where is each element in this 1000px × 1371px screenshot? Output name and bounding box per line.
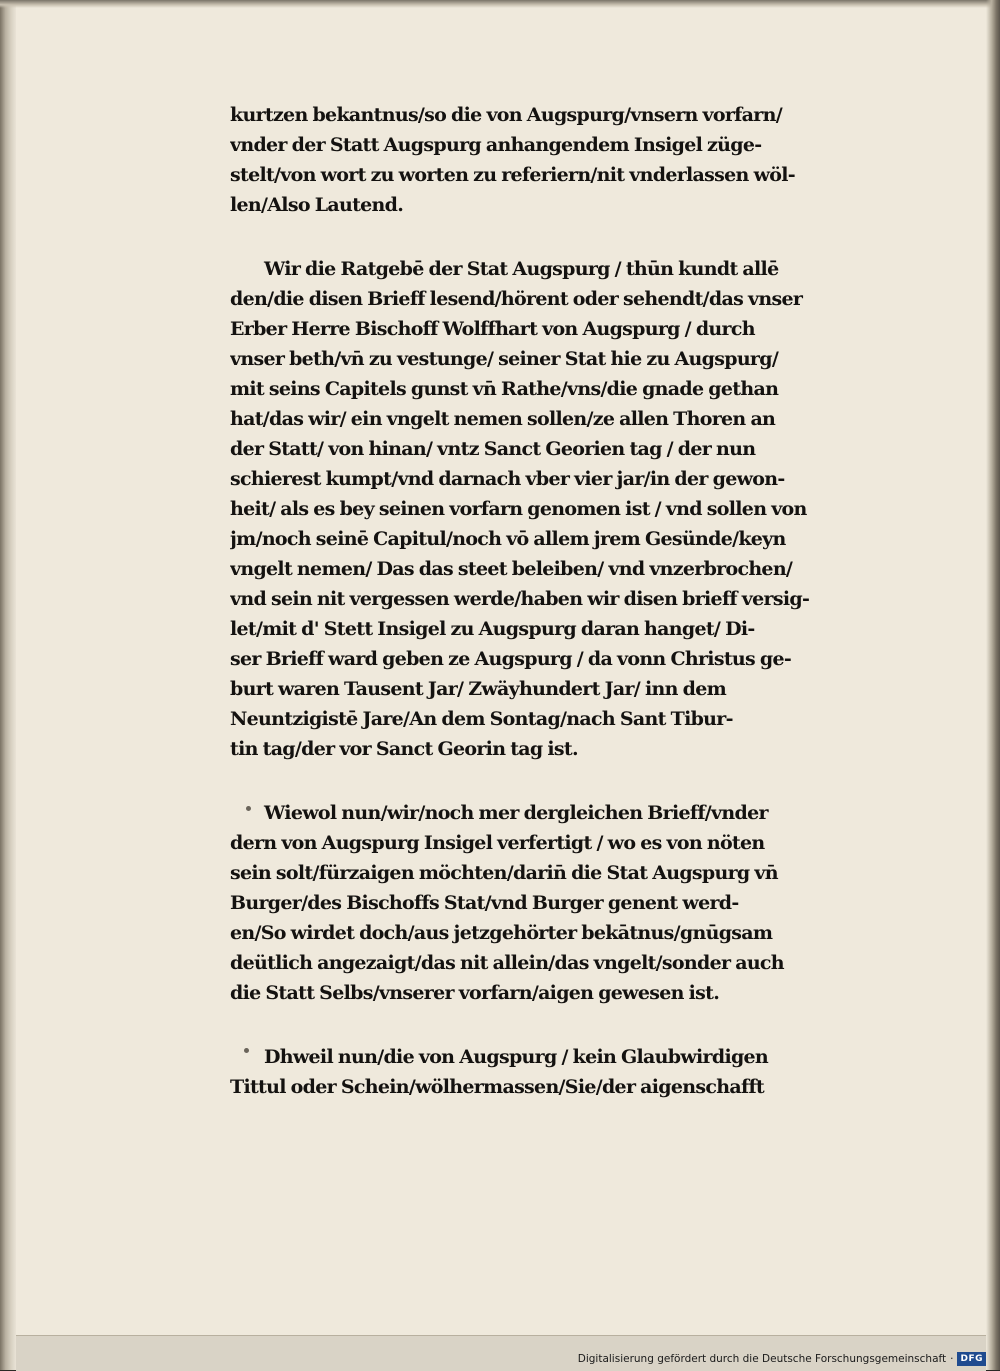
text-line: Neuntzigistē Jare/An dem Sontag/nach Sant Tibur- xyxy=(230,708,733,730)
text-line: vnser beth/vn̄ zu vestunge/ seiner Stat hie zu Augspurg/ xyxy=(230,348,779,370)
paragraph xyxy=(230,1042,930,1102)
text-line: schierest kumpt/vnd darnach vber vier jar/in der gewon- xyxy=(230,468,785,490)
text-line: Wiewol nun/wir/noch mer dergleichen Brieff/vnder xyxy=(264,802,768,824)
paragraph-gap xyxy=(230,1008,930,1042)
text-line: deütlich angezaigt/das nit allein/das vngelt/sonder auch xyxy=(230,952,784,974)
footer-credit: Digitalisierung gefördert durch die Deutsche Forschungsgemeinschaft xyxy=(577,1353,947,1365)
paragraph xyxy=(230,254,930,764)
text-line: tin tag/der vor Sanct Georin tag ist. xyxy=(230,738,578,760)
page-top-edge xyxy=(0,0,1000,8)
text-line: len/Also Lautend. xyxy=(230,194,404,216)
text-line: Erber Herre Bischoff Wolffhart von Augspurg / durch xyxy=(230,318,755,340)
paragraph-marker xyxy=(244,1048,249,1053)
book-spine-shadow xyxy=(0,0,16,1370)
body-text xyxy=(230,100,930,1102)
text-line: die Statt Selbs/vnserer vorfarn/aigen gewesen ist. xyxy=(230,982,720,1004)
paragraph-gap xyxy=(230,764,930,798)
text-line: mit seins Capitels gunst vn̄ Rathe/vns/die gnade gethan xyxy=(230,378,779,400)
text-line: heit/ als es bey seinen vorfarn genomen ist / vnd sollen von xyxy=(230,498,807,520)
text-line: let/mit d' Stett Insigel zu Augspurg daran hanget/ Di- xyxy=(230,618,755,640)
text-line: Wir die Ratgebē der Stat Augspurg / thūn kundt allē xyxy=(264,258,779,280)
footer-separator: · xyxy=(950,1353,954,1365)
dfg-logo-icon: DFG xyxy=(957,1352,986,1366)
text-line: dern von Augspurg Insigel verfertigt / wo es von nöten xyxy=(230,832,765,854)
text-line: stelt/von wort zu worten zu referiern/nit vnderlassen wöl- xyxy=(230,164,795,186)
text-line: vngelt nemen/ Das das steet beleiben/ vnd vnzerbrochen/ xyxy=(230,558,793,580)
text-line: en/So wirdet doch/aus jetzgehörter bekātnus/gnūgsam xyxy=(230,922,773,944)
text-line: der Statt/ von hinan/ vntz Sanct Georien tag / der nun xyxy=(230,438,756,460)
text-line: jm/noch seinē Capitul/noch vō allem jrem Gesünde/keyn xyxy=(230,528,786,550)
paragraph-gap xyxy=(230,220,930,254)
text-line: Tittul oder Schein/wölhermassen/Sie/der aigenschafft xyxy=(230,1076,764,1098)
paragraph xyxy=(230,100,930,220)
digitization-footer xyxy=(578,1350,986,1368)
text-line: Burger/des Bischoffs Stat/vnd Burger genent werd- xyxy=(230,892,739,914)
text-line: ser Brieff ward geben ze Augspurg / da vonn Christus ge- xyxy=(230,648,792,670)
text-line: Dhweil nun/die von Augspurg / kein Glaubwirdigen xyxy=(264,1046,769,1068)
text-line: kurtzen bekantnus/so die von Augspurg/vnsern vorfarn/ xyxy=(230,104,782,126)
text-line: burt waren Tausent Jar/ Zwäyhundert Jar/ inn dem xyxy=(230,678,726,700)
text-line: vnder der Statt Augspurg anhangendem Insigel züge- xyxy=(230,134,762,156)
page-right-edge xyxy=(986,0,1000,1370)
text-line: hat/das wir/ ein vngelt nemen sollen/ze allen Thoren an xyxy=(230,408,776,430)
paragraph-marker xyxy=(246,806,251,811)
text-line: vnd sein nit vergessen werde/haben wir disen brieff versig- xyxy=(230,588,810,610)
text-line: den/die disen Brieff lesend/hörent oder sehendt/das vnser xyxy=(230,288,803,310)
paragraph xyxy=(230,798,930,1008)
text-line: sein solt/fürzaigen möchten/darin̄ die Stat Augspurg vn̄ xyxy=(230,862,778,884)
